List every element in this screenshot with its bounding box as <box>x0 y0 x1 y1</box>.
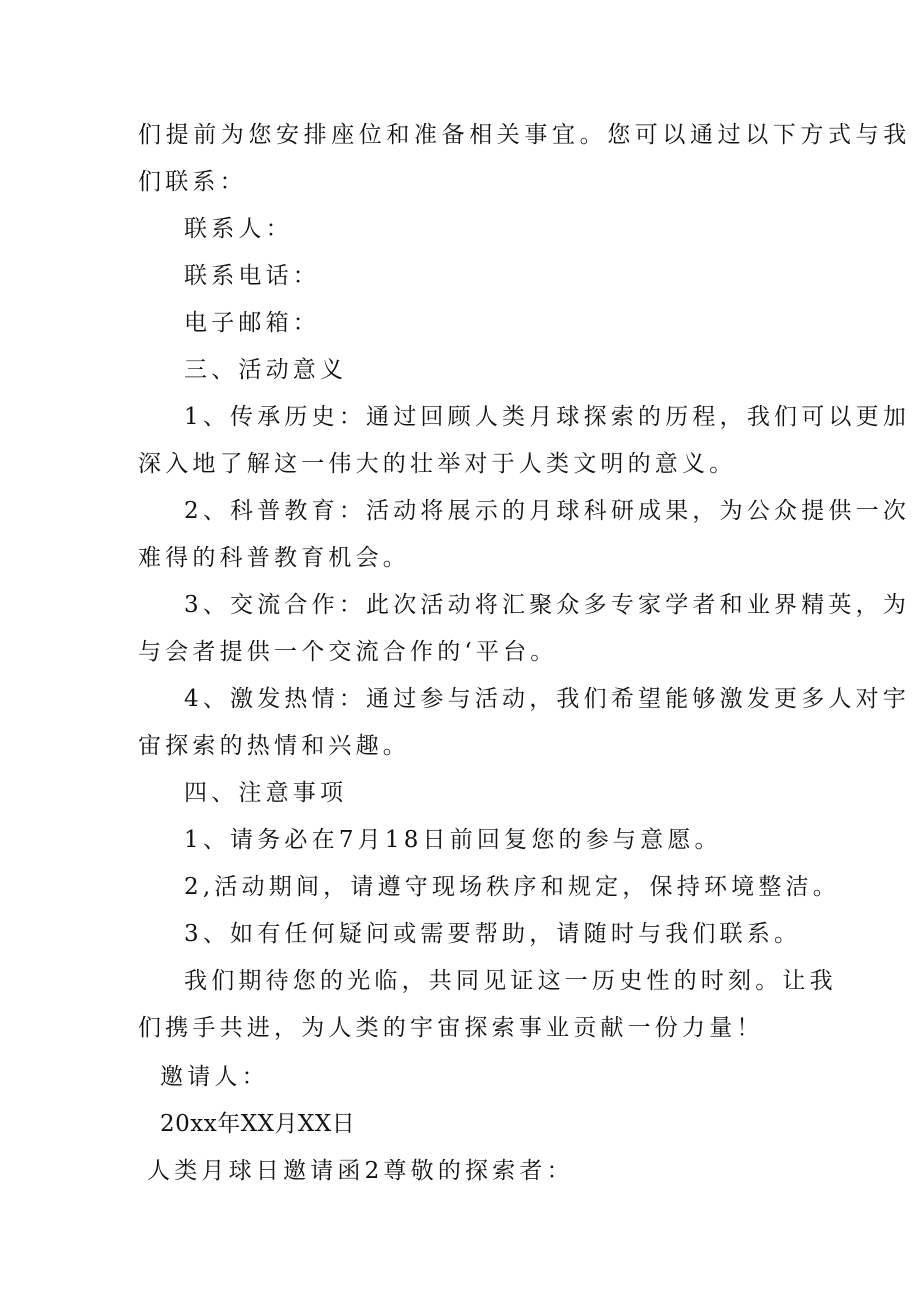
text-line: 3、如有任何疑问或需要帮助，请随时与我们联系。 <box>184 921 802 947</box>
text-line: 们联系： <box>138 169 247 195</box>
contact-phone-label: 联系电话： <box>184 263 320 289</box>
inviter-label: 邀请人： <box>160 1064 269 1090</box>
section-heading: 三、活动意义 <box>184 357 348 383</box>
contact-email-label: 电子邮箱： <box>184 310 320 336</box>
text-line: 2、科普教育：活动将展示的月球科研成果，为公众提供一次 <box>184 498 911 524</box>
text-line: 4、激发热情：通过参与活动，我们希望能够激发更多人对宇 <box>184 686 911 712</box>
text-line: 人类月球日邀请函2尊敬的探索者： <box>147 1158 574 1184</box>
section-heading: 四、注意事项 <box>184 780 348 806</box>
text-line: 3、交流合作：此次活动将汇聚众多专家学者和业界精英，为 <box>184 592 911 618</box>
text-line: 宙探索的热情和兴趣。 <box>138 733 410 759</box>
text-line: 1、传承历史：通过回顾人类月球探索的历程，我们可以更加 <box>184 404 911 430</box>
text-line: 难得的科普教育机会。 <box>138 545 410 571</box>
text-line: 我们期待您的光临，共同见证这一历史性的时刻。让我 <box>184 968 837 994</box>
text-line: 们携手共进，为人类的宇宙探索事业贡献一份力量！ <box>138 1015 764 1041</box>
text-line: 2,活动期间，请遵守现场秩序和规定，保持环境整洁。 <box>184 874 840 900</box>
text-line: 1、请务必在7月18日前回复您的参与意愿。 <box>184 827 722 853</box>
text-line: 与会者提供一个交流合作的‘平台。 <box>138 639 558 665</box>
text-line: 深入地了解这一伟大的壮举对于人类文明的意义。 <box>138 451 737 477</box>
text-line: 们提前为您安排座位和准备相关事宜。您可以通过以下方式与我 <box>138 122 911 148</box>
date-line: 20xx年XX月XX日 <box>160 1111 356 1137</box>
contact-person-label: 联系人： <box>184 216 293 242</box>
